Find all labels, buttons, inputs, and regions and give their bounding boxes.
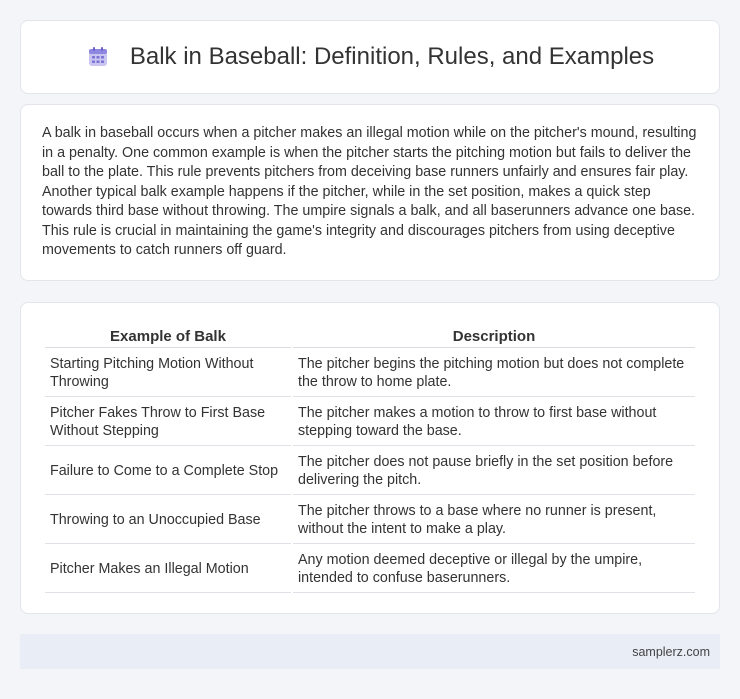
intro-card (20, 104, 720, 281)
table-row (45, 497, 695, 544)
column-header-example: Example of Balk (45, 327, 291, 348)
description-cell: Any motion deemed deceptive or illegal by the umpire, intended to confuse baserunners. (293, 546, 695, 593)
example-cell: Failure to Come to a Complete Stop (45, 448, 291, 495)
table-card (20, 302, 720, 614)
table-row (45, 399, 695, 446)
example-cell: Starting Pitching Motion Without Throwing (45, 350, 291, 397)
table-row (45, 546, 695, 593)
column-header-description: Description (293, 327, 695, 348)
description-cell: The pitcher throws to a base where no runner is present, without the intent to make a play. (293, 497, 695, 544)
footer (20, 634, 720, 669)
calendar-icon (86, 45, 110, 69)
footer-site-link[interactable]: samplerz.com (632, 644, 710, 659)
title-card (20, 20, 720, 94)
table-row (45, 448, 695, 495)
description-cell: The pitcher begins the pitching motion but does not complete the throw to home plate. (293, 350, 695, 397)
page-title: Balk in Baseball: Definition, Rules, and Examples (129, 43, 655, 70)
example-cell: Throwing to an Unoccupied Base (45, 497, 291, 544)
intro-paragraph: A balk in baseball occurs when a pitcher makes an illegal motion while on the pitcher's mound, resulting in a penalty. One common example is when the pitcher starts the pitching motion but fails to deliver the ball to the plate. This rule prevents pitchers from deceiving base runners unfairly and ensures fair play. Another typical balk example happens if the pitcher, while in the set position, makes a quick step towards third base without throwing. The umpire signals a balk, and all baserunners advance one base. This rule is crucial in maintaining the game's integrity and discourages pitchers from using deceptive movements to catch runners off guard. (42, 125, 697, 258)
balk-examples-table (43, 325, 697, 595)
table-row (45, 350, 695, 397)
description-cell: The pitcher makes a motion to throw to first base without stepping toward the base. (293, 399, 695, 446)
example-cell: Pitcher Fakes Throw to First Base Without Stepping (45, 399, 291, 446)
example-cell: Pitcher Makes an Illegal Motion (45, 546, 291, 593)
description-cell: The pitcher does not pause briefly in the set position before delivering the pitch. (293, 448, 695, 495)
